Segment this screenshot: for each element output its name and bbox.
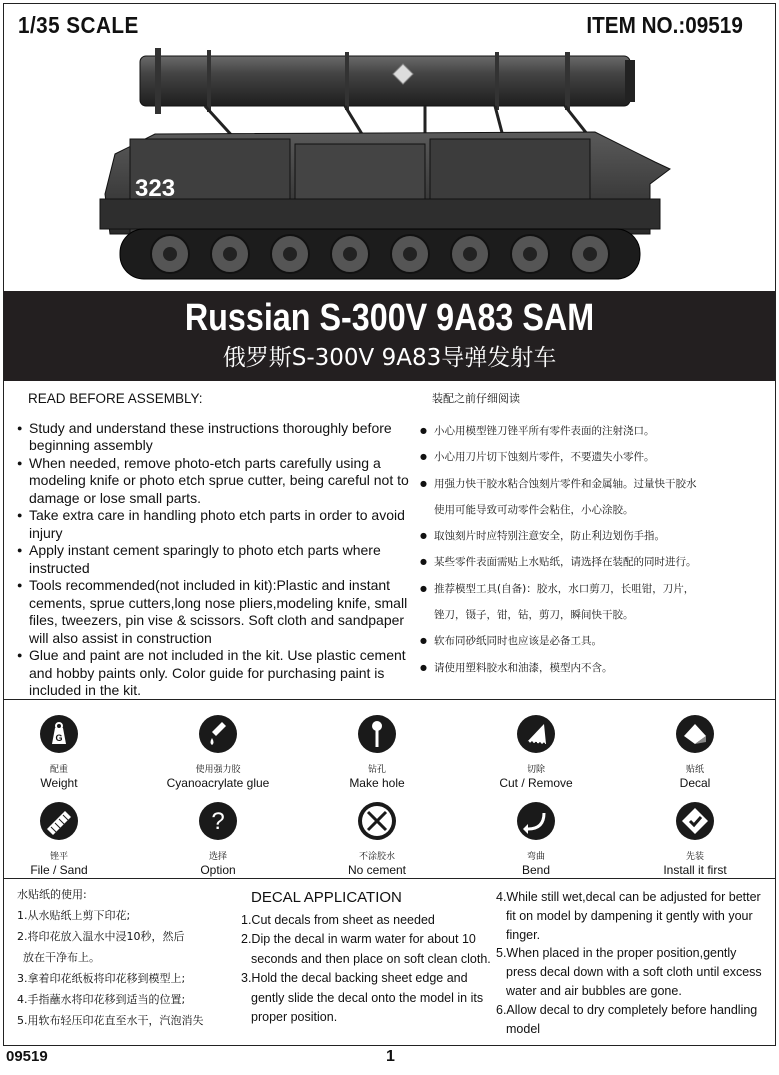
vehicle-illustration <box>95 44 685 286</box>
vehicle-hull <box>100 132 670 234</box>
list-item: 2.Dip the decal in warm water for about 10 seconds and then place on soft clean cloth. <box>241 932 491 966</box>
list-item-text: 锉刀，镊子，钳，钻，剪刀，瞬间快干胶。 <box>434 609 634 622</box>
decal-instructions-zh <box>17 884 242 1031</box>
list-item: ● When needed, remove photo-etch parts carefully using a modeling knife or photo etch sprue cutter, being careful not to damage or lose small parts. <box>17 455 417 508</box>
list-item: ● 用强力快干胶水粘合蚀刻片零件和金属轴。过量快干胶水 <box>420 471 760 497</box>
list-item: ● 取蚀刻片时应特别注意安全，防止利边划伤手指。 <box>420 523 760 549</box>
list-item: ● 软布同砂纸同时也应该是必备工具。 <box>420 628 760 654</box>
legend-file: 锉平 File / Sand <box>0 801 134 877</box>
list-item: 5.用软布轻压印花直至水干，汽泡消失 <box>17 1014 204 1027</box>
legend-cut: 切除 Cut / Remove <box>461 714 611 790</box>
list-item: ● 小心用刀片切下蚀刻片零件，不要遗失小零件。 <box>420 444 760 470</box>
legend-drill: 钻孔 Make hole <box>302 714 452 790</box>
legend-weight: G 配重 Weight <box>0 714 134 790</box>
list-item: 3.Hold the decal backing sheet edge and gently slide the decal onto the model in its proper position. <box>241 971 484 1024</box>
title-chinese: 俄罗斯S-300V 9A83导弹发射车 <box>222 345 557 371</box>
read-heading-zh: 装配之前仔细阅读 <box>432 392 520 405</box>
list-item: ● Apply instant cement sparingly to photo etch parts where instructed <box>17 542 417 577</box>
read-heading: READ BEFORE ASSEMBLY: <box>28 391 203 406</box>
scale-label: 1/35 SCALE <box>18 12 139 38</box>
file-icon <box>39 801 79 841</box>
title-banner <box>4 291 775 381</box>
list-item: ● Tools recommended(not included in kit):Plastic and instant cements, sprue cutters,long nose pliers,modeling knife, small files, tweezers, pin vise & scissors. Soft cloth and sandpaper will also assist in construction <box>17 577 417 647</box>
list-item: 3.拿着印花纸板将印花移到模型上; <box>17 972 186 985</box>
list-item: ● 推荐模型工具(自备)：胶水，水口剪刀，长咀钳，刀片， <box>420 576 760 602</box>
decal-instructions-en <box>240 888 495 1028</box>
list-item: ● 请使用塑料胶水和油漆，模型内不含。 <box>420 655 760 681</box>
cut-icon <box>516 714 556 754</box>
decal-instructions-en-continued <box>495 888 765 1038</box>
legend-no-cement: 不涂胶水 No cement <box>302 801 452 877</box>
list-item: 4.手指蘸水将印花移到适当的位置; <box>17 993 186 1006</box>
list-item: ● 某些零件表面需贴上水贴纸，请选择在装配的同时进行。 <box>420 549 760 575</box>
legend-glue: 使用强力胶 Cyanoacrylate glue <box>143 714 293 790</box>
read-before-assembly-zh <box>420 390 760 681</box>
list-item: 放在干净布上。 <box>23 951 100 964</box>
list-item-continued <box>420 497 760 523</box>
list-item: 6.Allow decal to dry completely before handling model <box>496 1002 758 1036</box>
decal-title-en: DECAL APPLICATION <box>251 889 402 906</box>
read-before-assembly-en <box>17 390 417 700</box>
vehicle-tracks <box>120 229 640 279</box>
svg-text:G: G <box>55 733 63 743</box>
list-item: ● 小心用模型锉刀锉平所有零件表面的注射浇口。 <box>420 418 760 444</box>
vehicle-number: 323 <box>135 175 176 202</box>
weight-icon <box>39 714 79 754</box>
list-item: 1.Cut decals from sheet as needed <box>241 912 435 927</box>
list-item: ● Study and understand these instructions thoroughly before beginning assembly <box>17 420 417 455</box>
list-item-continued <box>420 602 760 628</box>
symbol-legend <box>4 706 775 876</box>
no-cement-icon <box>357 801 397 841</box>
list-item: 5.When placed in the proper position,gently press decal down with a soft cloth until excess water and air bubbles are gone. <box>496 946 762 998</box>
list-item: 4.While still wet,decal can be adjusted for better fit on model by dampening it gently with your finger. <box>496 890 761 942</box>
divider <box>4 878 775 879</box>
legend-decal: 贴纸 Decal <box>620 714 770 790</box>
divider <box>4 699 775 700</box>
list-item: ● Take extra care in handling photo etch parts in order to avoid injury <box>17 507 417 542</box>
page-number: 1 <box>386 1048 395 1065</box>
list-item: ● Glue and paint are not included in the kit. Use plastic cement and hobby paints only. Color guide for purchasing paint is included in the kit. <box>17 647 417 700</box>
bend-icon <box>516 801 556 841</box>
legend-bend: 弯曲 Bend <box>461 801 611 877</box>
footer-item-number: 09519 <box>6 1048 48 1065</box>
missile-tube <box>140 48 635 114</box>
list-item: 1.从水贴纸上剪下印花; <box>17 909 131 922</box>
glue-icon <box>198 714 238 754</box>
install-first-icon <box>675 801 715 841</box>
item-number: ITEM NO.:09519 <box>586 12 743 38</box>
decal-title-zh: 水贴纸的使用: <box>17 888 87 901</box>
list-item: 2.将印花放入温水中浸10秒，然后 <box>17 930 185 943</box>
title-english: Russian S-300V 9A83 SAM <box>184 297 595 339</box>
option-icon <box>198 801 238 841</box>
decal-icon <box>675 714 715 754</box>
legend-option: ? 选择 Option <box>143 801 293 877</box>
list-item-text: 使用可能导致可动零件会粘住，小心涂胶。 <box>434 503 634 516</box>
legend-install-first: 先装 Install it first <box>620 801 770 877</box>
drill-icon <box>357 714 397 754</box>
svg-text:?: ? <box>211 808 225 835</box>
